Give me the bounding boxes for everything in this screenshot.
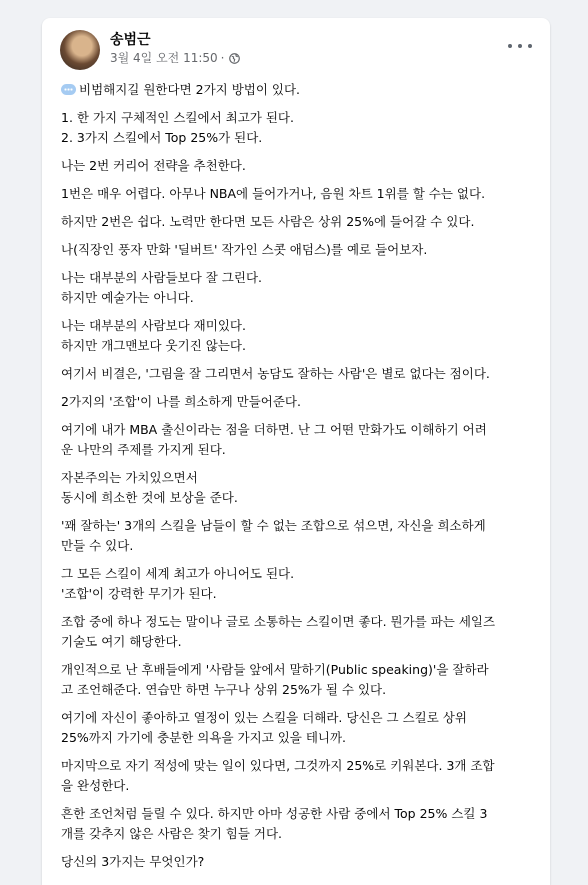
intro-text: 비범해지길 원한다면 2가지 방법이 있다. <box>79 82 301 97</box>
post-line: '꽤 잘하는' 3개의 스킬을 남들이 할 수 없는 조합으로 섞으면, 자신을 희소하게 <box>61 518 486 533</box>
post-line: 하지만 개그맨보다 웃기진 않는다. <box>61 338 246 353</box>
post-paragraph <box>61 756 534 796</box>
post-line: 기술도 여기 해당한다. <box>61 634 182 649</box>
post-line: 하지만 예술가는 아니다. <box>61 290 194 305</box>
post-line: 을 완성한다. <box>61 778 130 793</box>
post-line: 동시에 희소한 것에 보상을 준다. <box>61 490 238 505</box>
post-paragraph <box>61 612 534 652</box>
post-paragraph <box>61 392 534 412</box>
post-body <box>61 80 534 880</box>
post-paragraph <box>61 268 534 308</box>
post-paragraph <box>61 468 534 508</box>
post-paragraph <box>61 240 534 260</box>
post-paragraph <box>61 108 534 148</box>
post-paragraph <box>61 184 534 204</box>
post-line: 1번은 매우 어렵다. 아무나 NBA에 들어가거나, 음원 차트 1위를 할 수는 없다. <box>61 186 486 201</box>
post-line: 나(직장인 풍자 만화 '딜버트' 작가인 스콧 애덤스)를 예로 들어보자. <box>61 242 428 257</box>
post-paragraph <box>61 212 534 232</box>
post-line: 여기에 자신이 좋아하고 열정이 있는 스킬을 더해라. 당신은 그 스킬로 상위 <box>61 710 467 725</box>
meta-separator: · <box>220 51 225 65</box>
author-avatar[interactable] <box>60 30 100 70</box>
post-line: 마지막으로 자기 적성에 맞는 일이 있다면, 그것까지 25%로 키워본다. 3개 조합 <box>61 758 495 773</box>
post-line: 개를 갖추지 않은 사람은 찾기 힘들 거다. <box>61 826 283 841</box>
post-line: 여기에 내가 MBA 출신이라는 점을 더하면. 난 그 어떤 만화가도 이해하기 어려 <box>61 422 487 437</box>
post-intro <box>61 80 534 100</box>
post-card <box>42 18 550 885</box>
post-paragraph <box>61 420 534 460</box>
post-line: 개인적으로 난 후배들에게 '사람들 앞에서 말하기(Public speaking)'을 잘하라 <box>61 662 489 677</box>
post-line: 그 모든 스킬이 세계 최고가 아니어도 된다. <box>61 566 295 581</box>
post-paragraph <box>61 660 534 700</box>
post-line: 운 나만의 주제를 가지게 된다. <box>61 442 226 457</box>
post-paragraph <box>61 364 534 384</box>
post-line: 나는 2번 커리어 전략을 추천한다. <box>61 158 246 173</box>
post-line: '조합'이 강력한 무기가 된다. <box>61 586 217 601</box>
post-meta <box>110 51 240 66</box>
post-paragraph <box>61 564 534 604</box>
post-paragraph <box>61 516 534 556</box>
post-line: 당신의 3가지는 무엇인가? <box>61 854 205 869</box>
post-line: 흔한 조언처럼 들릴 수 있다. 하지만 아마 성공한 사람 중에서 Top 25% 스킬 3 <box>61 806 488 821</box>
post-line: 나는 대부분의 사람들보다 잘 그린다. <box>61 270 262 285</box>
globe-icon <box>229 53 240 64</box>
post-line: 여기서 비결은, '그림을 잘 그리면서 농담도 잘하는 사람'은 별로 없다는 점이다. <box>61 366 490 381</box>
post-line: 고 조언해준다. 연습만 하면 누구나 상위 25%가 될 수 있다. <box>61 682 387 697</box>
post-paragraph <box>61 316 534 356</box>
post-paragraph <box>61 852 534 872</box>
post-line: 25%까지 가기에 충분한 의욕을 가지고 있을 테니까. <box>61 730 347 745</box>
post-line: 하지만 2번은 쉽다. 노력만 한다면 모든 사람은 상위 25%에 들어갈 수 있다. <box>61 214 475 229</box>
post-timestamp[interactable]: 3월 4일 오전 11:50 <box>110 51 218 65</box>
post-paragraph <box>61 708 534 748</box>
more-options-icon[interactable] <box>508 38 532 54</box>
post-header <box>42 18 550 76</box>
post-line: 2가지의 '조합'이 나를 희소하게 만들어준다. <box>61 394 301 409</box>
post-line: 만들 수 있다. <box>61 538 134 553</box>
post-line: 2. 3가지 스킬에서 Top 25%가 된다. <box>61 130 263 145</box>
speech-balloon-icon <box>61 84 76 95</box>
post-paragraph <box>61 804 534 844</box>
post-line: 자본주의는 가치있으면서 <box>61 470 198 485</box>
post-line: 나는 대부분의 사람보다 재미있다. <box>61 318 246 333</box>
author-name[interactable]: 송범근 <box>110 32 151 48</box>
post-line: 1. 한 가지 구체적인 스킬에서 최고가 된다. <box>61 110 294 125</box>
post-paragraph <box>61 156 534 176</box>
post-line: 조합 중에 하나 정도는 말이나 글로 소통하는 스킬이면 좋다. 뭔가를 파는 세일즈 <box>61 614 496 629</box>
